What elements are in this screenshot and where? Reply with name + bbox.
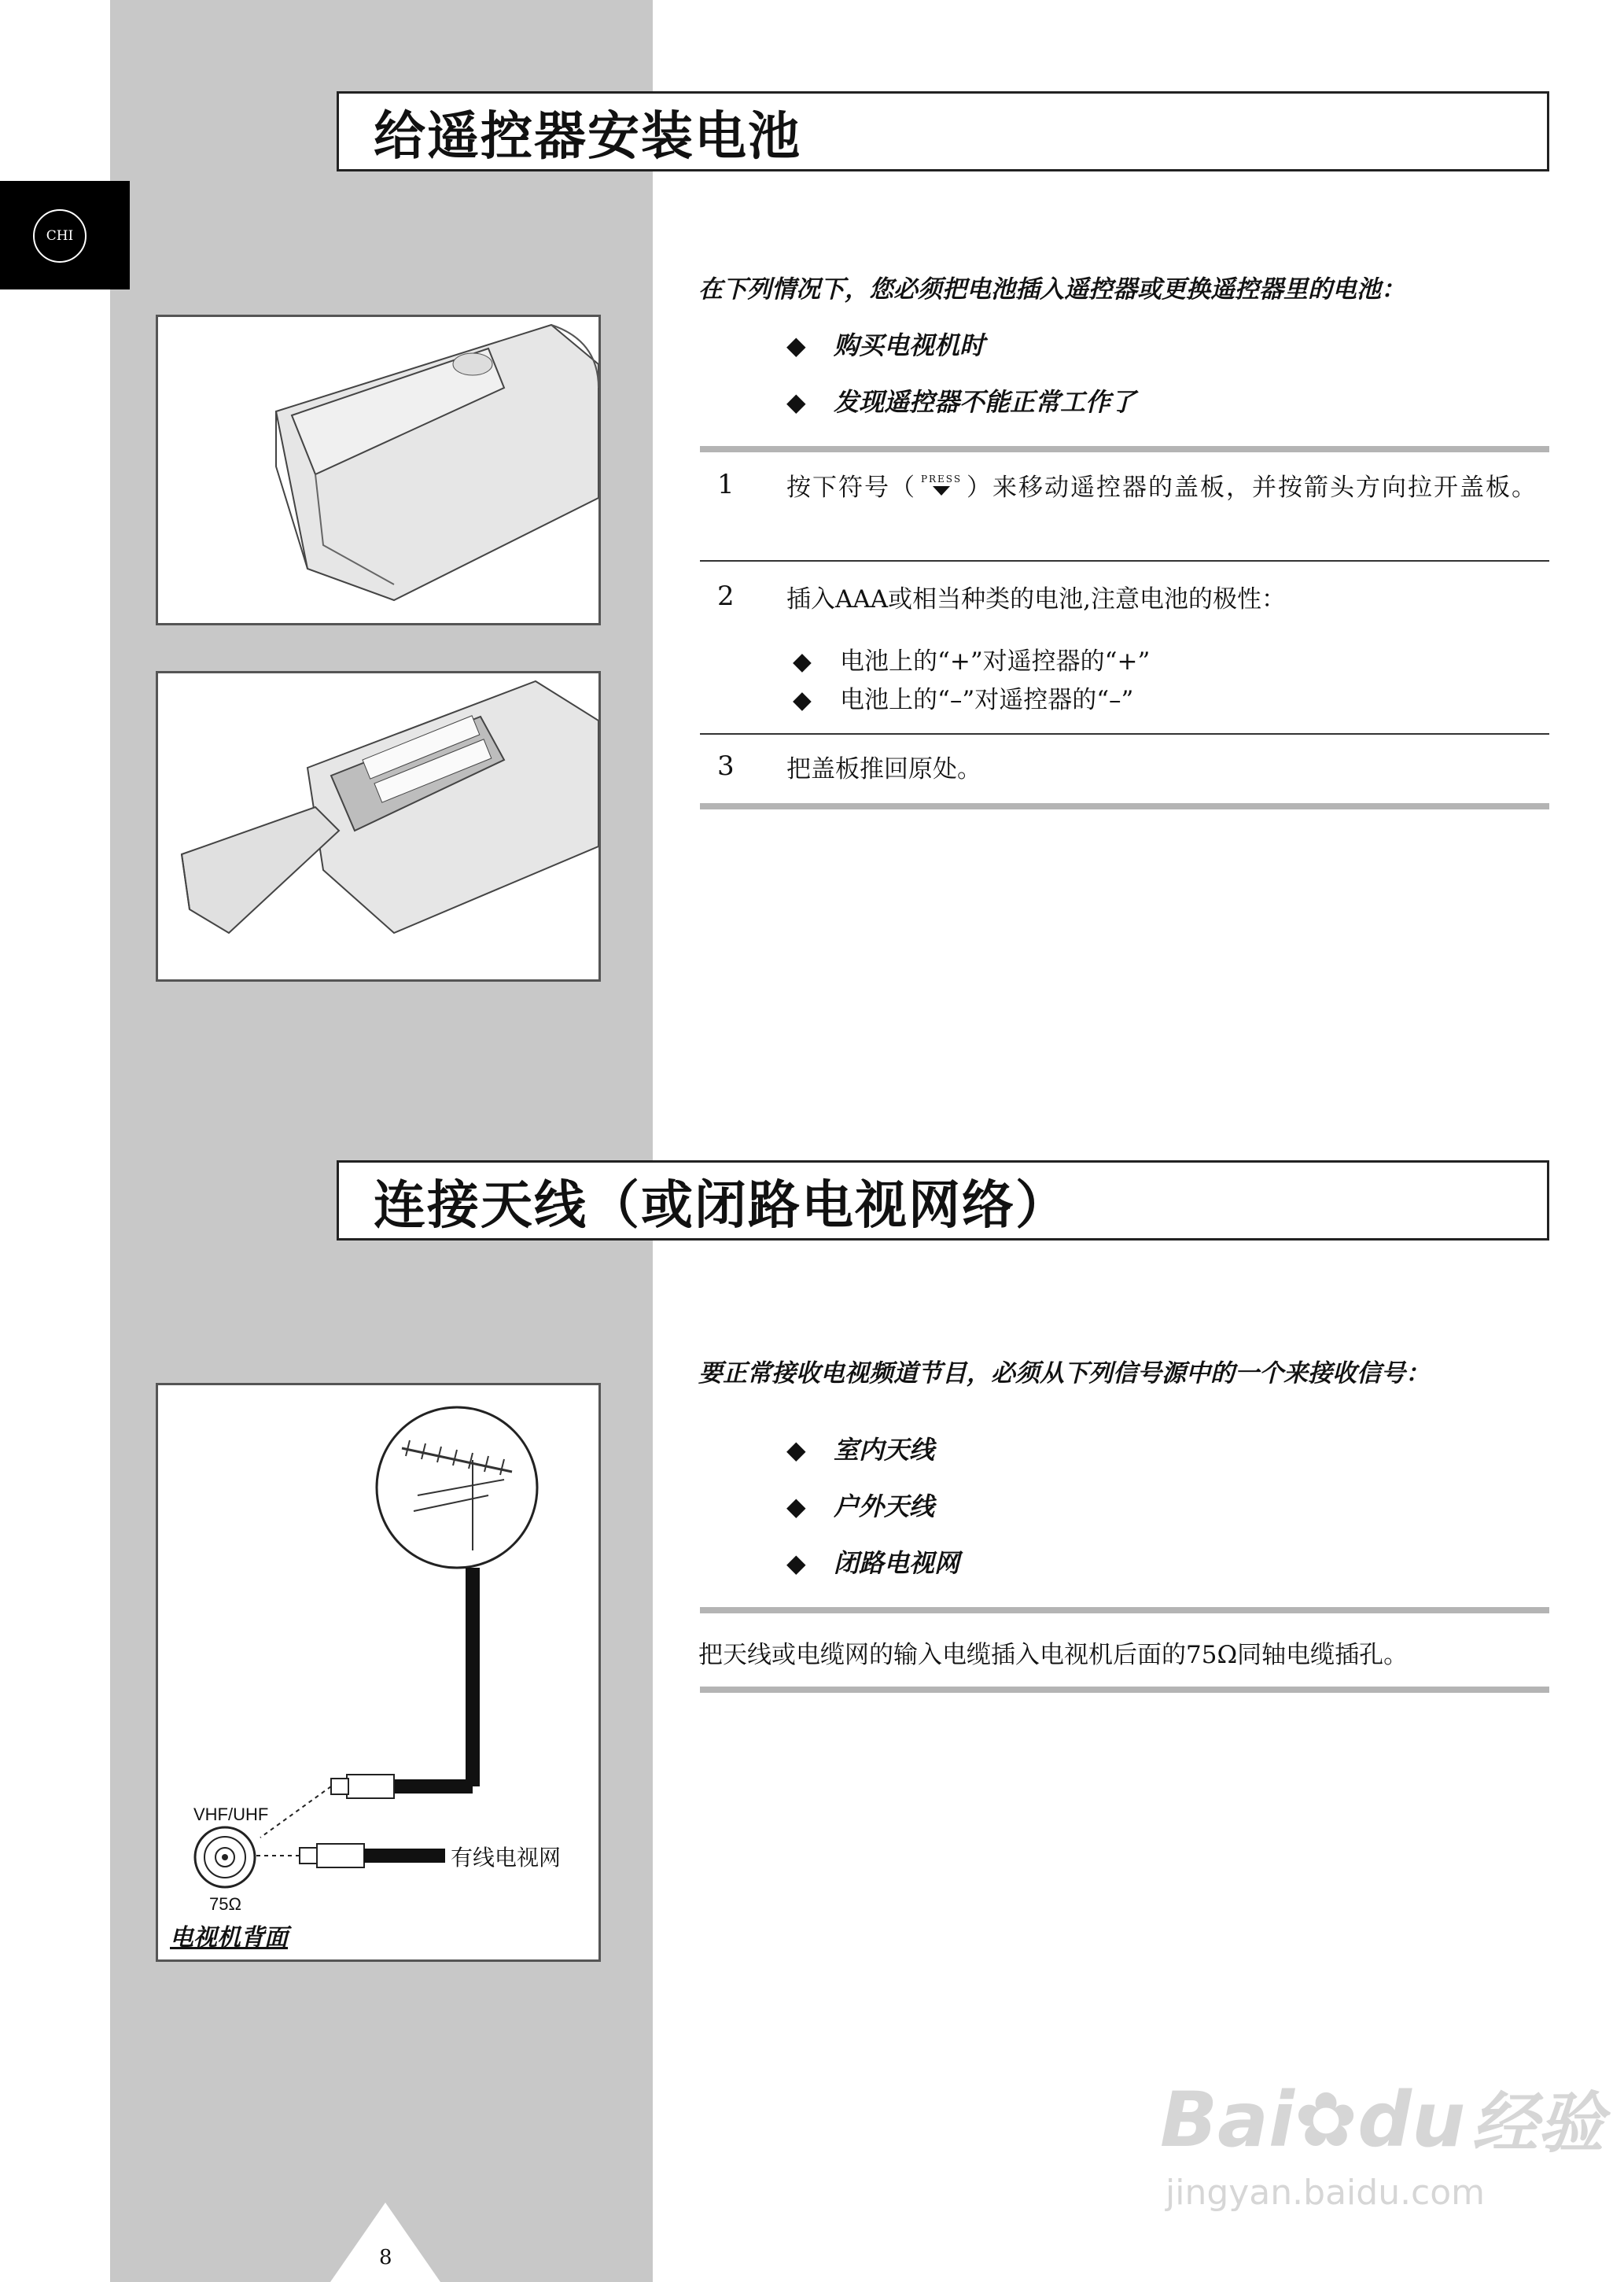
antenna-connection-diagram — [156, 1383, 601, 1962]
remote-open-illustration — [158, 673, 598, 979]
divider-rule — [700, 1687, 1549, 1693]
page-number-tab — [330, 2203, 440, 2282]
diamond-icon: ◆ — [786, 330, 806, 360]
section2-intro: 要正常接收电视频道节目，必须从下列信号源中的一个来接收信号： — [698, 1359, 1430, 1388]
step-number: 1 — [717, 469, 735, 500]
remote-cover-image — [156, 315, 601, 625]
diamond-icon: ◆ — [793, 686, 812, 714]
divider-rule — [700, 446, 1549, 452]
section2-title: 连接天线（或闭路电视网络） — [374, 1174, 1069, 1236]
step-2-sub-1 — [793, 641, 1150, 676]
polarity-plus: 电池上的“+”对遥控器的“+” — [840, 647, 1151, 676]
step-number: 3 — [717, 750, 735, 782]
step-1-text — [786, 469, 1541, 507]
cable-network-label: 有线电视网 — [451, 1845, 562, 1871]
remote-open-image — [156, 671, 601, 982]
divider-rule — [700, 803, 1549, 809]
section1-title-box — [337, 91, 1549, 171]
ohm-label: 75Ω — [209, 1894, 241, 1914]
press-symbol-label: PRESS — [920, 474, 963, 485]
diamond-icon: ◆ — [793, 647, 812, 676]
bullet-item: 闭路电视网 — [834, 1548, 960, 1578]
down-arrow-icon — [931, 485, 952, 497]
language-badge: CHI — [33, 209, 87, 263]
watermark-url: jingyan.baidu.com — [1166, 2173, 1486, 2213]
language-tab — [0, 181, 130, 289]
step-1-text-a: 按下符号（ — [786, 474, 916, 502]
divider-thin — [700, 733, 1549, 735]
bullet-item: 室内天线 — [834, 1435, 935, 1465]
step-1-text-b: ）来移动遥控器的盖板，并按箭头方向拉开盖板。 — [967, 474, 1537, 502]
step-2-text: 插入AAA或相当种类的电池,注意电池的极性： — [786, 585, 1287, 614]
paw-icon: ✿ — [1294, 2076, 1358, 2164]
section1-title: 给遥控器安装电池 — [374, 105, 801, 167]
remote-closed-illustration — [158, 317, 598, 623]
bullet-item: 发现遥控器不能正常工作了 — [834, 387, 1136, 417]
page-number: 8 — [379, 2246, 392, 2269]
step-3-text: 把盖板推回原处。 — [786, 755, 981, 783]
antenna-illustration — [158, 1385, 598, 1959]
bullet-item: 购买电视机时 — [834, 330, 985, 360]
tv-back-caption: 电视机背面 — [170, 1924, 288, 1952]
watermark-brand: Bai — [1160, 2076, 1294, 2164]
vhf-uhf-label: VHF/UHF — [193, 1805, 269, 1824]
bullet-item: 户外天线 — [834, 1491, 935, 1521]
divider-thin — [700, 560, 1549, 562]
step-2-sub-2 — [793, 680, 1133, 715]
step-number: 2 — [717, 581, 735, 612]
watermark-cn: 经验 — [1471, 2085, 1604, 2162]
diamond-icon: ◆ — [786, 387, 806, 417]
divider-rule — [700, 1607, 1549, 1613]
section1-intro: 在下列情况下，您必须把电池插入遥控器或更换遥控器里的电池： — [698, 275, 1405, 304]
diamond-icon: ◆ — [786, 1548, 806, 1578]
section2-title-box — [337, 1160, 1549, 1241]
diamond-icon: ◆ — [786, 1435, 806, 1465]
press-symbol — [916, 474, 967, 500]
polarity-minus: 电池上的“–”对遥控器的“–” — [840, 686, 1134, 714]
section2-note: 把天线或电缆网的输入电缆插入电视机后面的75Ω同轴电缆插孔。 — [698, 1641, 1409, 1669]
baidu-watermark — [1160, 2070, 1604, 2166]
watermark-brand2: du — [1357, 2076, 1466, 2164]
diamond-icon: ◆ — [786, 1491, 806, 1521]
